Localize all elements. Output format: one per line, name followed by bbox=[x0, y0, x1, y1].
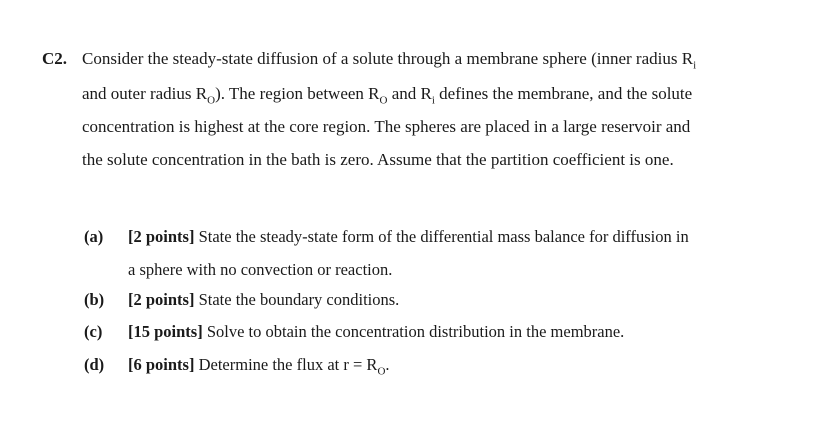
question-text: and outer radius R bbox=[82, 84, 208, 103]
part-a-label: (a) bbox=[84, 227, 104, 246]
subscript: O bbox=[207, 94, 216, 107]
question-text: Consider the steady-state diffusion of a solute through a membrane sphere (inner radius R bbox=[82, 49, 694, 68]
question-line-4: the solute concentration in the bath is zero. Assume that the partition coefficient is one. bbox=[82, 150, 674, 169]
part-b-points: [2 points] bbox=[128, 290, 195, 309]
part-c-label: (c) bbox=[84, 322, 103, 341]
part-d-text bbox=[128, 355, 390, 377]
part-b-label: (b) bbox=[84, 290, 105, 309]
part-a-text bbox=[128, 227, 689, 247]
subscript: O bbox=[379, 94, 388, 107]
question-line-1 bbox=[82, 49, 696, 71]
part-d-points: [6 points] bbox=[128, 355, 195, 374]
part-a-points: [2 points] bbox=[128, 227, 195, 246]
part-d-label: (d) bbox=[84, 355, 105, 374]
part-d-body: Determine the flux at r = R bbox=[194, 355, 378, 374]
question-text: defines the membrane, and the solute bbox=[434, 84, 693, 103]
question-number: C2. bbox=[42, 49, 68, 68]
part-a-body: State the steady-state form of the differential mass balance for diffusion in bbox=[194, 227, 689, 246]
question-line-3: concentration is highest at the core region. The spheres are placed in a large reservoir and bbox=[82, 117, 691, 136]
subscript: i bbox=[693, 59, 697, 72]
part-a-text-continued: a sphere with no convection or reaction. bbox=[128, 260, 393, 279]
part-c-body: Solve to obtain the concentration distribution in the membrane. bbox=[202, 322, 625, 341]
question-text: and R bbox=[387, 84, 432, 103]
part-b-body: State the boundary conditions. bbox=[194, 290, 400, 309]
subscript: i bbox=[431, 94, 435, 107]
question-text: ). The region between R bbox=[215, 84, 380, 103]
question-line-2 bbox=[82, 84, 692, 106]
part-d-end: . bbox=[385, 355, 390, 374]
subscript: O bbox=[377, 365, 386, 378]
part-c-points: [15 points] bbox=[128, 322, 203, 341]
part-b-text bbox=[128, 290, 399, 310]
part-c-text bbox=[128, 322, 624, 342]
